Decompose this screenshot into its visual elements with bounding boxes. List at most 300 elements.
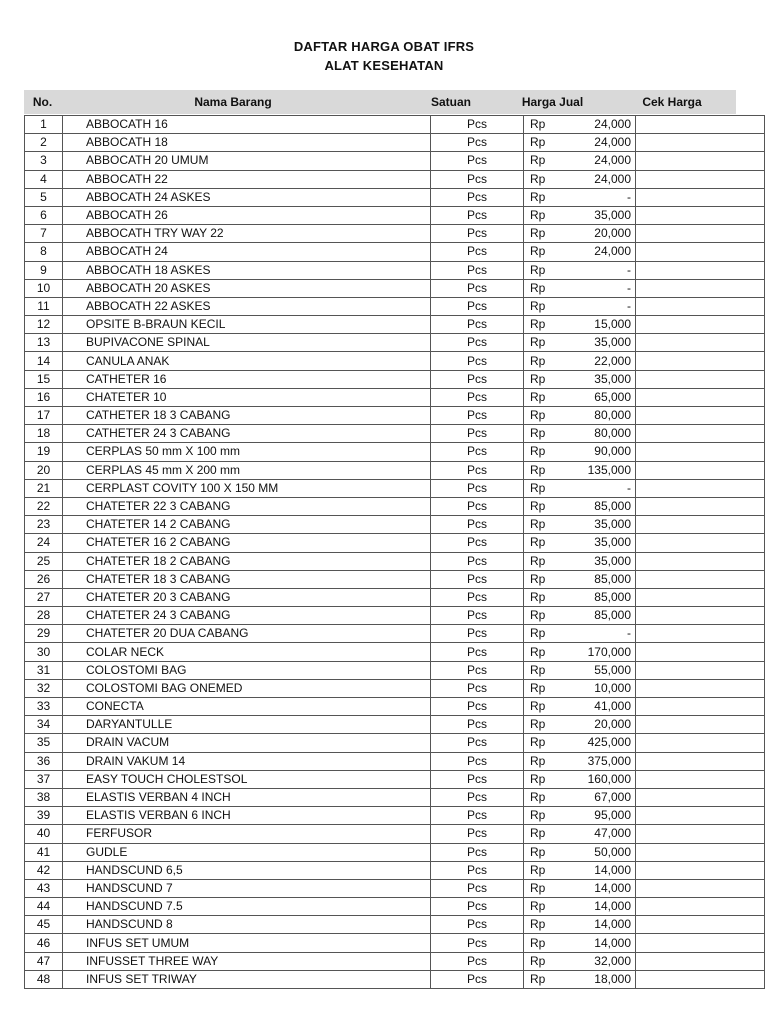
row-number: 24	[25, 534, 63, 552]
price-value: 80,000	[594, 408, 631, 423]
price-value: 90,000	[594, 444, 631, 459]
table-row	[25, 461, 765, 479]
cek-harga-cell	[636, 279, 765, 297]
item-unit: Pcs	[431, 861, 524, 879]
item-name: CERPLAS 50 mm X 100 mm	[63, 443, 431, 461]
item-name: DRAIN VAKUM 14	[63, 752, 431, 770]
cek-harga-cell	[636, 352, 765, 370]
currency-label: Rp	[530, 589, 546, 604]
row-number: 29	[25, 625, 63, 643]
row-number: 26	[25, 570, 63, 588]
price-value: 425,000	[587, 735, 631, 750]
table-row	[25, 497, 765, 515]
item-price	[524, 243, 636, 261]
table-row	[25, 879, 765, 897]
cek-harga-cell	[636, 116, 765, 134]
item-unit: Pcs	[431, 807, 524, 825]
cek-harga-cell	[636, 934, 765, 952]
item-price	[524, 770, 636, 788]
item-name: GUDLE	[63, 843, 431, 861]
table-row	[25, 170, 765, 188]
currency-label: Rp	[530, 244, 546, 259]
item-unit: Pcs	[431, 116, 524, 134]
row-number: 32	[25, 679, 63, 697]
table-row	[25, 843, 765, 861]
item-price	[524, 807, 636, 825]
price-value: 85,000	[594, 571, 631, 586]
item-price	[524, 443, 636, 461]
item-unit: Pcs	[431, 261, 524, 279]
row-number: 46	[25, 934, 63, 952]
row-number: 42	[25, 861, 63, 879]
row-number: 44	[25, 898, 63, 916]
cek-harga-cell	[636, 497, 765, 515]
currency-label: Rp	[530, 408, 546, 423]
row-number: 10	[25, 279, 63, 297]
table-row	[25, 134, 765, 152]
row-number: 35	[25, 734, 63, 752]
currency-label: Rp	[530, 462, 546, 477]
item-name: ABBOCATH 18	[63, 134, 431, 152]
cek-harga-cell	[636, 516, 765, 534]
table-row	[25, 679, 765, 697]
table-row	[25, 916, 765, 934]
row-number: 13	[25, 334, 63, 352]
price-value: 55,000	[594, 662, 631, 677]
row-number: 31	[25, 661, 63, 679]
cek-harga-cell	[636, 716, 765, 734]
cek-harga-cell	[636, 916, 765, 934]
cek-harga-cell	[636, 225, 765, 243]
cek-harga-cell	[636, 661, 765, 679]
item-unit: Pcs	[431, 879, 524, 897]
currency-label: Rp	[530, 790, 546, 805]
cek-harga-cell	[636, 770, 765, 788]
row-number: 5	[25, 188, 63, 206]
currency-label: Rp	[530, 171, 546, 186]
item-price	[524, 679, 636, 697]
item-price	[524, 661, 636, 679]
cek-harga-cell	[636, 334, 765, 352]
item-name: ABBOCATH TRY WAY 22	[63, 225, 431, 243]
currency-label: Rp	[530, 280, 546, 295]
item-name: INFUS SET TRIWAY	[63, 970, 431, 988]
item-name: COLOSTOMI BAG ONEMED	[63, 679, 431, 697]
item-price	[524, 861, 636, 879]
item-name: ABBOCATH 20 UMUM	[63, 152, 431, 170]
item-unit: Pcs	[431, 297, 524, 315]
row-number: 18	[25, 425, 63, 443]
row-number: 39	[25, 807, 63, 825]
row-number: 16	[25, 388, 63, 406]
table-row	[25, 261, 765, 279]
item-unit: Pcs	[431, 898, 524, 916]
item-price	[524, 334, 636, 352]
currency-label: Rp	[530, 626, 546, 641]
item-unit: Pcs	[431, 188, 524, 206]
item-name: ABBOCATH 22	[63, 170, 431, 188]
table-row	[25, 661, 765, 679]
table-row	[25, 370, 765, 388]
item-name: ELASTIS VERBAN 4 INCH	[63, 788, 431, 806]
header-nama-barang: Nama Barang	[194, 95, 272, 109]
currency-label: Rp	[530, 699, 546, 714]
currency-label: Rp	[530, 826, 546, 841]
row-number: 45	[25, 916, 63, 934]
item-unit: Pcs	[431, 643, 524, 661]
price-value: 47,000	[594, 826, 631, 841]
item-name: CERPLAS 45 mm X 200 mm	[63, 461, 431, 479]
row-number: 27	[25, 588, 63, 606]
currency-label: Rp	[530, 426, 546, 441]
item-name: CHATETER 10	[63, 388, 431, 406]
item-price	[524, 970, 636, 988]
currency-label: Rp	[530, 335, 546, 350]
table-row	[25, 243, 765, 261]
table-row	[25, 570, 765, 588]
item-name: INFUS SET UMUM	[63, 934, 431, 952]
table-row	[25, 625, 765, 643]
cek-harga-cell	[636, 534, 765, 552]
item-name: ABBOCATH 26	[63, 206, 431, 224]
table-row	[25, 716, 765, 734]
currency-label: Rp	[530, 208, 546, 223]
item-price	[524, 843, 636, 861]
item-unit: Pcs	[431, 388, 524, 406]
item-unit: Pcs	[431, 443, 524, 461]
currency-label: Rp	[530, 317, 546, 332]
item-unit: Pcs	[431, 788, 524, 806]
currency-label: Rp	[530, 717, 546, 732]
item-name: CHATETER 18 3 CABANG	[63, 570, 431, 588]
item-name: CHATETER 20 3 CABANG	[63, 588, 431, 606]
cek-harga-cell	[636, 388, 765, 406]
table-row	[25, 807, 765, 825]
item-name: ABBOCATH 24	[63, 243, 431, 261]
row-number: 28	[25, 607, 63, 625]
price-value: -	[627, 480, 631, 495]
item-price	[524, 461, 636, 479]
item-name: ABBOCATH 22 ASKES	[63, 297, 431, 315]
header-satuan: Satuan	[430, 95, 471, 109]
currency-label: Rp	[530, 444, 546, 459]
table-row	[25, 116, 765, 134]
price-value: 35,000	[594, 371, 631, 386]
item-price	[524, 116, 636, 134]
item-name: BUPIVACONE SPINAL	[63, 334, 431, 352]
currency-label: Rp	[530, 389, 546, 404]
price-table	[24, 115, 765, 989]
price-value: 35,000	[594, 208, 631, 223]
item-unit: Pcs	[431, 843, 524, 861]
table-row	[25, 861, 765, 879]
cek-harga-cell	[636, 134, 765, 152]
table-row	[25, 425, 765, 443]
item-unit: Pcs	[431, 752, 524, 770]
price-value: 14,000	[594, 917, 631, 932]
price-value: 67,000	[594, 790, 631, 805]
table-row	[25, 643, 765, 661]
item-unit: Pcs	[431, 407, 524, 425]
price-value: 95,000	[594, 808, 631, 823]
currency-label: Rp	[530, 935, 546, 950]
currency-label: Rp	[530, 608, 546, 623]
row-number: 15	[25, 370, 63, 388]
price-value: 170,000	[587, 644, 631, 659]
price-value: 24,000	[594, 135, 631, 150]
row-number: 2	[25, 134, 63, 152]
item-name: ABBOCATH 18 ASKES	[63, 261, 431, 279]
item-price	[524, 407, 636, 425]
item-unit: Pcs	[431, 461, 524, 479]
cek-harga-cell	[636, 297, 765, 315]
item-unit: Pcs	[431, 316, 524, 334]
item-unit: Pcs	[431, 679, 524, 697]
table-row	[25, 516, 765, 534]
currency-label: Rp	[530, 517, 546, 532]
cek-harga-cell	[636, 807, 765, 825]
price-value: 14,000	[594, 935, 631, 950]
cek-harga-cell	[636, 316, 765, 334]
price-value: 85,000	[594, 499, 631, 514]
currency-label: Rp	[530, 371, 546, 386]
item-unit: Pcs	[431, 934, 524, 952]
cek-harga-cell	[636, 970, 765, 988]
cek-harga-cell	[636, 261, 765, 279]
item-name: ABBOCATH 24 ASKES	[63, 188, 431, 206]
currency-label: Rp	[530, 262, 546, 277]
table-row	[25, 443, 765, 461]
item-unit: Pcs	[431, 370, 524, 388]
item-unit: Pcs	[431, 734, 524, 752]
row-number: 19	[25, 443, 63, 461]
price-value: 80,000	[594, 426, 631, 441]
item-name: COLAR NECK	[63, 643, 431, 661]
price-value: -	[627, 189, 631, 204]
row-number: 22	[25, 497, 63, 515]
cek-harga-cell	[636, 825, 765, 843]
item-unit: Pcs	[431, 570, 524, 588]
table-row	[25, 770, 765, 788]
price-value: 41,000	[594, 699, 631, 714]
item-unit: Pcs	[431, 152, 524, 170]
currency-label: Rp	[530, 553, 546, 568]
price-value: 24,000	[594, 244, 631, 259]
cek-harga-cell	[636, 152, 765, 170]
item-price	[524, 588, 636, 606]
item-unit: Pcs	[431, 952, 524, 970]
cek-harga-cell	[636, 370, 765, 388]
item-name: HANDSCUND 8	[63, 916, 431, 934]
item-price	[524, 879, 636, 897]
cek-harga-cell	[636, 425, 765, 443]
row-number: 7	[25, 225, 63, 243]
item-name: CHATETER 22 3 CABANG	[63, 497, 431, 515]
price-value: 20,000	[594, 717, 631, 732]
row-number: 41	[25, 843, 63, 861]
table-row	[25, 225, 765, 243]
cek-harga-cell	[636, 443, 765, 461]
item-name: INFUSSET THREE WAY	[63, 952, 431, 970]
table-row	[25, 952, 765, 970]
item-unit: Pcs	[431, 206, 524, 224]
row-number: 37	[25, 770, 63, 788]
cek-harga-cell	[636, 752, 765, 770]
table-header	[24, 90, 736, 114]
currency-label: Rp	[530, 844, 546, 859]
item-price	[524, 134, 636, 152]
item-name: CERPLAST COVITY 100 X 150 MM	[63, 479, 431, 497]
item-price	[524, 570, 636, 588]
item-name: CHATETER 14 2 CABANG	[63, 516, 431, 534]
item-unit: Pcs	[431, 607, 524, 625]
table-row	[25, 388, 765, 406]
item-price	[524, 316, 636, 334]
item-name: FERFUSOR	[63, 825, 431, 843]
item-unit: Pcs	[431, 825, 524, 843]
row-number: 3	[25, 152, 63, 170]
row-number: 33	[25, 698, 63, 716]
item-unit: Pcs	[431, 552, 524, 570]
row-number: 6	[25, 206, 63, 224]
cek-harga-cell	[636, 625, 765, 643]
currency-label: Rp	[530, 135, 546, 150]
table-row	[25, 534, 765, 552]
price-value: 24,000	[594, 171, 631, 186]
item-name: HANDSCUND 6,5	[63, 861, 431, 879]
cek-harga-cell	[636, 461, 765, 479]
row-number: 12	[25, 316, 63, 334]
item-name: DARYANTULLE	[63, 716, 431, 734]
table-row	[25, 588, 765, 606]
row-number: 34	[25, 716, 63, 734]
item-name: CONECTA	[63, 698, 431, 716]
price-value: 24,000	[594, 117, 631, 132]
row-number: 4	[25, 170, 63, 188]
currency-label: Rp	[530, 808, 546, 823]
row-number: 23	[25, 516, 63, 534]
row-number: 38	[25, 788, 63, 806]
item-price	[524, 370, 636, 388]
cek-harga-cell	[636, 788, 765, 806]
table-row	[25, 788, 765, 806]
price-value: 10,000	[594, 680, 631, 695]
row-number: 36	[25, 752, 63, 770]
row-number: 11	[25, 297, 63, 315]
currency-label: Rp	[530, 226, 546, 241]
table-row	[25, 334, 765, 352]
item-price	[524, 479, 636, 497]
cek-harga-cell	[636, 734, 765, 752]
item-unit: Pcs	[431, 479, 524, 497]
currency-label: Rp	[530, 644, 546, 659]
item-price	[524, 388, 636, 406]
header-no: No.	[32, 95, 53, 109]
item-unit: Pcs	[431, 352, 524, 370]
currency-label: Rp	[530, 953, 546, 968]
item-price	[524, 516, 636, 534]
currency-label: Rp	[530, 899, 546, 914]
table-row	[25, 607, 765, 625]
row-number: 30	[25, 643, 63, 661]
item-name: OPSITE B-BRAUN KECIL	[63, 316, 431, 334]
item-unit: Pcs	[431, 716, 524, 734]
row-number: 8	[25, 243, 63, 261]
price-value: 14,000	[594, 862, 631, 877]
item-unit: Pcs	[431, 534, 524, 552]
currency-label: Rp	[530, 735, 546, 750]
table-row	[25, 152, 765, 170]
cek-harga-cell	[636, 170, 765, 188]
row-number: 21	[25, 479, 63, 497]
item-price	[524, 716, 636, 734]
item-price	[524, 261, 636, 279]
item-name: CHATETER 16 2 CABANG	[63, 534, 431, 552]
row-number: 17	[25, 407, 63, 425]
price-value: 65,000	[594, 389, 631, 404]
cek-harga-cell	[636, 643, 765, 661]
currency-label: Rp	[530, 680, 546, 695]
row-number: 9	[25, 261, 63, 279]
item-price	[524, 752, 636, 770]
currency-label: Rp	[530, 753, 546, 768]
table-row	[25, 752, 765, 770]
item-name: ABBOCATH 20 ASKES	[63, 279, 431, 297]
currency-label: Rp	[530, 153, 546, 168]
cek-harga-cell	[636, 607, 765, 625]
item-price	[524, 934, 636, 952]
price-value: 35,000	[594, 335, 631, 350]
currency-label: Rp	[530, 971, 546, 986]
table-row	[25, 352, 765, 370]
item-price	[524, 297, 636, 315]
price-value: 22,000	[594, 353, 631, 368]
cek-harga-cell	[636, 952, 765, 970]
cek-harga-cell	[636, 861, 765, 879]
price-value: 375,000	[587, 753, 631, 768]
item-price	[524, 497, 636, 515]
item-unit: Pcs	[431, 425, 524, 443]
item-name: HANDSCUND 7.5	[63, 898, 431, 916]
item-price	[524, 188, 636, 206]
price-value: -	[627, 298, 631, 313]
currency-label: Rp	[530, 862, 546, 877]
cek-harga-cell	[636, 479, 765, 497]
price-value: 35,000	[594, 517, 631, 532]
price-value: 160,000	[587, 771, 631, 786]
item-price	[524, 425, 636, 443]
table-row	[25, 297, 765, 315]
item-price	[524, 152, 636, 170]
price-value: 50,000	[594, 844, 631, 859]
row-number: 48	[25, 970, 63, 988]
item-name: DRAIN VACUM	[63, 734, 431, 752]
item-unit: Pcs	[431, 279, 524, 297]
table-row	[25, 316, 765, 334]
header-cek-harga: Cek Harga	[642, 95, 702, 109]
price-value: -	[627, 262, 631, 277]
currency-label: Rp	[530, 571, 546, 586]
item-price	[524, 952, 636, 970]
item-unit: Pcs	[431, 225, 524, 243]
item-price	[524, 734, 636, 752]
table-row	[25, 825, 765, 843]
price-value: 14,000	[594, 899, 631, 914]
item-unit: Pcs	[431, 243, 524, 261]
currency-label: Rp	[530, 771, 546, 786]
item-price	[524, 898, 636, 916]
price-value: 20,000	[594, 226, 631, 241]
